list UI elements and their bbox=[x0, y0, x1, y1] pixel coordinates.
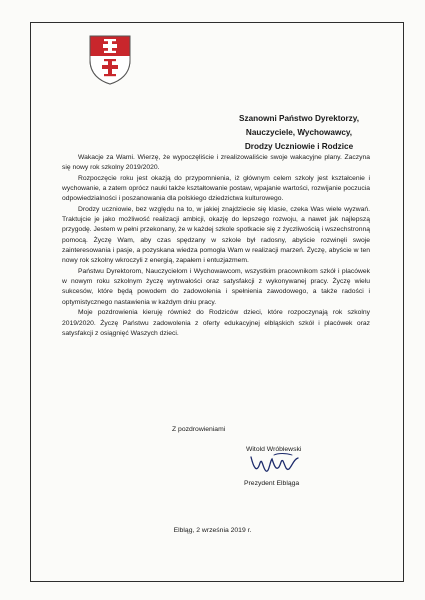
handwritten-signature-icon bbox=[248, 449, 308, 479]
body-paragraph: Państwu Dyrektorom, Nauczycielom i Wychowawcom, wszystkim pracownikom szkół i placówek w nowym roku szkolnym życzę wytrwałości oraz satysfakcji z wykonywanej pracy. Życzę wielu sukcesów, które będą powodem do zadowolenia i spełnienia zawodowego, a także radości i optymistycznego nastawienia w każdym dniu pracy. bbox=[62, 267, 370, 306]
salutation-line: Nauczyciele, Wychowawcy, bbox=[245, 128, 353, 137]
body-paragraph: Wakacje za Wami. Wierzę, że wypoczęliście i zrealizowaliście swoje wakacyjne plany. Zaczyna się nowy rok szkolny 2019/2020. bbox=[62, 154, 370, 172]
signatory-title: Prezydent Elbląga bbox=[244, 480, 300, 487]
body-paragraph: Drodzy uczniowie, bez względu na to, w jakiej znajdziecie się klasie, czeka Was wiele wyzwań. Traktujcie je jako możliwość realizacji ambicji, okazję do lepszego rozwoju, a nawet jak najlepszą przygodę. Jestem w pełni przekonany, że w każdej szkole spotkacie się z życzliwością i wszechstronną pomocą. Życzę Wam, aby czas spędzany w szkole był radosny, abyście rozwinęli swoje zainteresowania i pasje, a pozyskana wiedza pomogła Wam w realizacji marzeń. Życzę, abyście w ten nowy rok szkolny wkroczyli z energią, zapałem i entuzjazmem. bbox=[62, 205, 370, 265]
salutation-line: Drodzy Uczniowie i Rodzice bbox=[244, 142, 354, 151]
closing-phrase: Z pozdrowieniami bbox=[172, 426, 226, 433]
salutation-line: Szanowni Państwo Dyrektorzy, bbox=[239, 114, 359, 123]
signatory-name: Witold Wróblewski bbox=[246, 446, 302, 453]
letter-body bbox=[62, 153, 370, 339]
elblag-coat-of-arms-icon bbox=[88, 34, 132, 86]
body-paragraph: Moje pozdrowienia kieruję również do Rodziców dzieci, które rozpoczynają rok szkolny 2019/2020. Życzę Państwu zadowolenia z oferty edukacyjnej elbląskich szkół i placówek oraz satysfakcji z osiągnięć Waszych dzieci. bbox=[62, 309, 370, 337]
body-paragraph: Rozpoczęcie roku jest okazją do przypomnienia, iż głównym celem szkoły jest kształcenie i wychowanie, a zatem oprócz nauki także kształtowanie postaw, wpajanie wartości, rozwijanie poczucia odpowiedzialności i poszanowania dla polskiego dziedzictwa kulturowego. bbox=[62, 174, 370, 203]
letter-salutation bbox=[214, 112, 384, 154]
place-and-date: Elbląg, 2 września 2019 r. bbox=[173, 527, 252, 534]
